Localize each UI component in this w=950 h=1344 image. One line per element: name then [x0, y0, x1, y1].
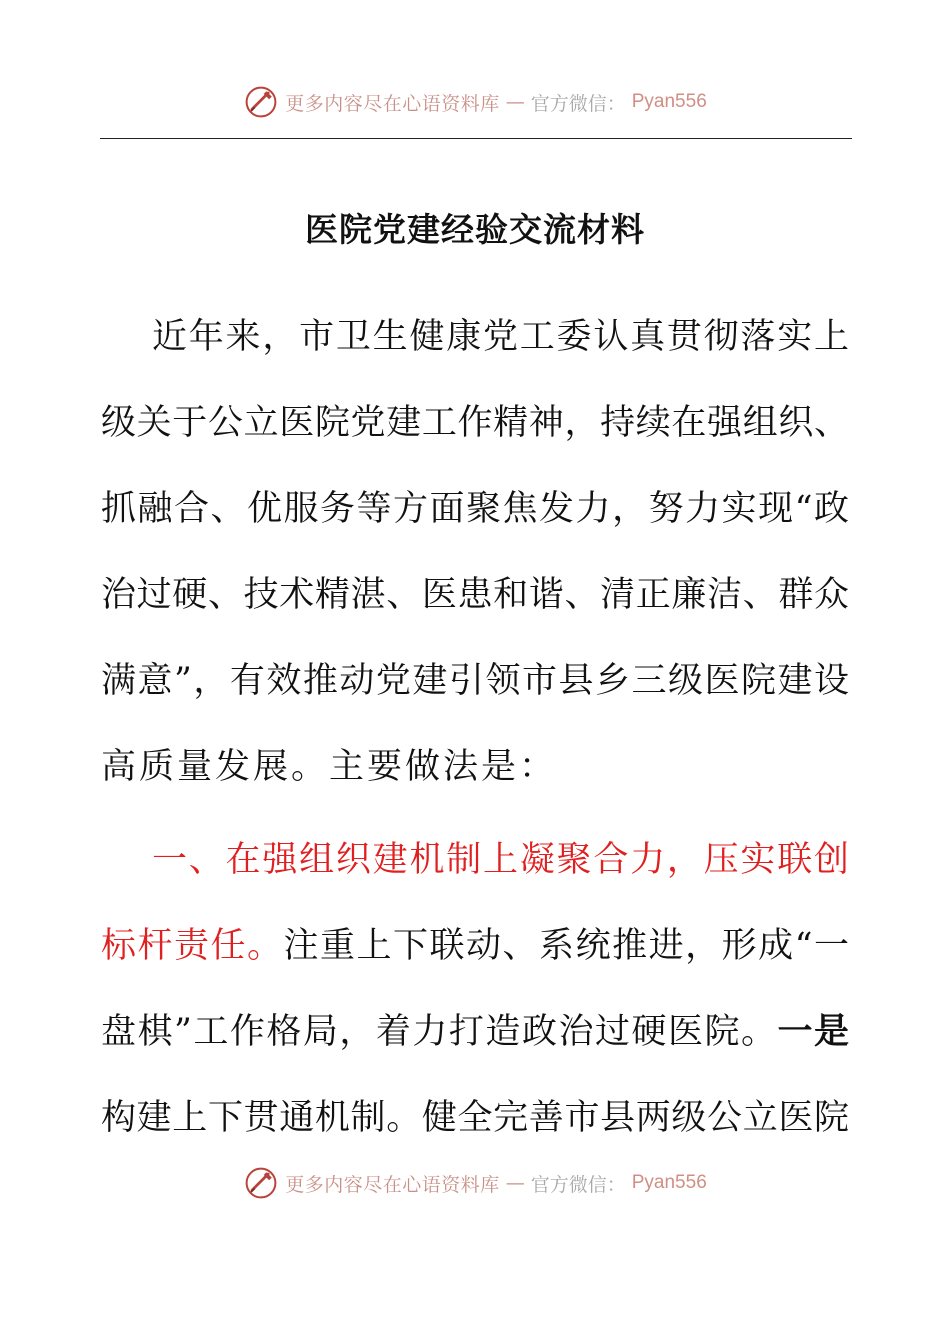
- watermark-wechat-label: 官方微信：: [530, 1173, 626, 1196]
- paragraph2-line2-text: 注重上下联动、系统推进，形成“一: [283, 926, 849, 966]
- watermark-wechat-id: Pyan556: [631, 91, 707, 112]
- watermark-text: 更多内容尽在心语资料库: [285, 92, 500, 115]
- paragraph1-line5: 满意”，有效推动党建引领市县乡三级医院建设: [101, 661, 849, 701]
- document-title: 医院党建经验交流材料: [305, 210, 645, 249]
- paragraph1-line4: 治过硬、技术精湛、医患和谐、清正廉洁、群众: [101, 575, 849, 615]
- watermark-text: 更多内容尽在心语资料库: [285, 1173, 500, 1196]
- paragraph2-line3: [101, 1002, 849, 1062]
- section1-heading-line2: 标杆责任。: [101, 926, 284, 966]
- header-divider: [100, 138, 852, 139]
- header-watermark: [0, 82, 950, 122]
- paragraph2-line3-bold: 一是: [777, 1011, 849, 1052]
- watermark-wechat-id: Pyan556: [631, 1172, 707, 1193]
- footer-watermark: [0, 1163, 950, 1203]
- paragraph1-line1: 近年来，市卫生健康党工委认真贯彻落实上: [152, 317, 849, 357]
- paragraph2-line2: [101, 916, 849, 976]
- paragraph1-line3: 抓融合、优服务等方面聚焦发力，努力实现“政: [101, 489, 849, 529]
- watermark-wechat-label: 官方微信：: [530, 92, 626, 115]
- paragraph2-line4: 构建上下贯通机制。健全完善市县两级公立医院: [101, 1098, 849, 1138]
- paragraph2-line3-text: 盘棋”工作格局，着力打造政治过硬医院。: [101, 1012, 778, 1052]
- watermark-separator: —: [505, 91, 525, 113]
- paragraph1-line6: 高质量发展。主要做法是：: [101, 747, 558, 787]
- pen-logo-icon: [243, 1165, 279, 1201]
- section1-heading-line1: 一、在强组织建机制上凝聚合力，压实联创: [152, 840, 849, 880]
- pen-logo-icon: [243, 84, 279, 120]
- paragraph1-line2: 级关于公立医院党建工作精神，持续在强组织、: [101, 403, 849, 443]
- watermark-separator: —: [505, 1172, 525, 1194]
